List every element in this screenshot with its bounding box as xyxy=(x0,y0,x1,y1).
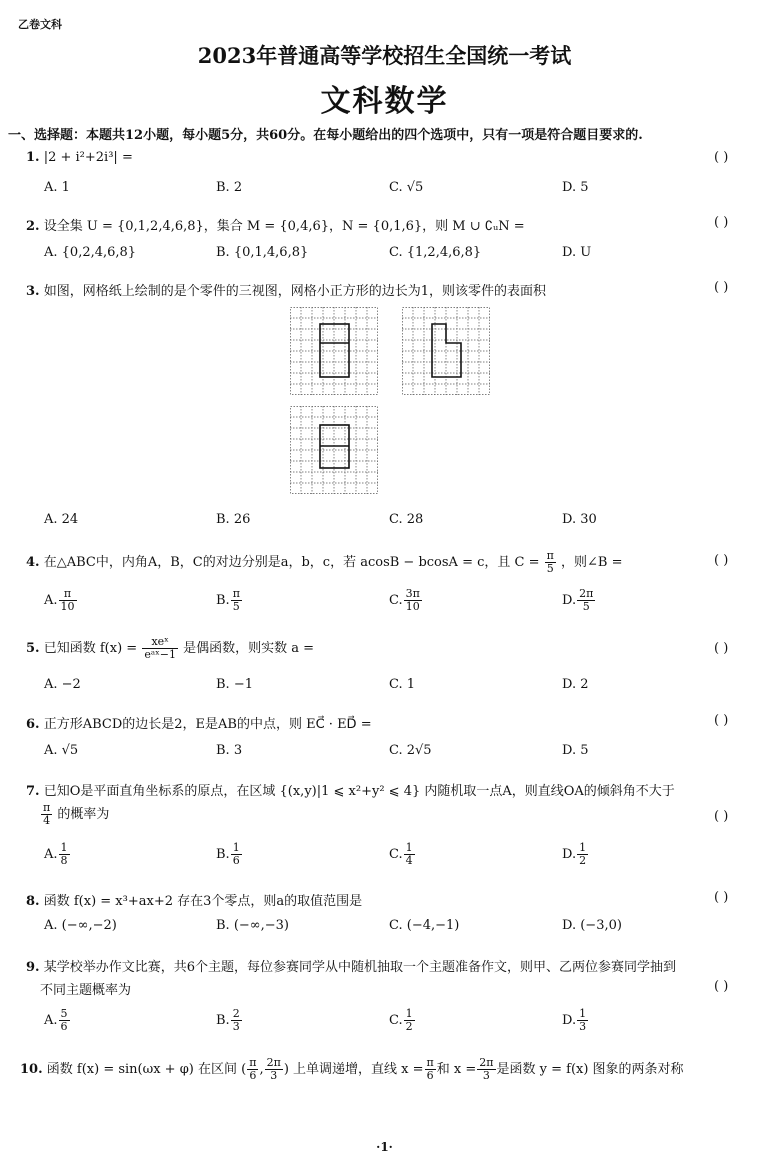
option-c: C. $\frac{1}{4}$ xyxy=(389,841,413,867)
question-number: 9. xyxy=(26,960,40,975)
option-b: B. (−∞,−3) xyxy=(216,918,289,933)
question-number: 4. xyxy=(26,555,40,570)
exam-subtitle: 文科数学 xyxy=(320,84,449,119)
option-a: A. (−∞,−2) xyxy=(44,918,117,933)
answer-paren: ( ) xyxy=(714,280,729,295)
option-d: D. 5 xyxy=(562,743,589,758)
question-9 xyxy=(26,956,676,975)
question-stem: 在△ABC中，内角A，B，C的对边分别是a，b，c，若 acosB − bcosA = c，且 C = xyxy=(43,555,540,570)
option-a: A. −2 xyxy=(44,677,81,692)
question-number: 1. xyxy=(26,150,40,165)
question-stem-end: 是偶函数，则实数 a = xyxy=(183,641,315,656)
question-4 xyxy=(26,550,623,575)
option-c: C. √5 xyxy=(389,180,424,195)
option-b: B. $\frac{\pi}{5}$ xyxy=(216,587,240,613)
option-b: B. $\frac{1}{6}$ xyxy=(216,841,240,867)
option-a: A. 24 xyxy=(44,512,79,527)
option-c: C. 1 xyxy=(389,677,416,692)
option-c: C. {1,2,4,6,8} xyxy=(389,245,482,260)
answer-paren: ( ) xyxy=(714,641,729,656)
option-a: A. 1 xyxy=(44,180,70,195)
question-number: 10. xyxy=(20,1062,43,1077)
option-b: B. 2 xyxy=(216,180,243,195)
fraction: $\frac{\text{xeˣ}}{\text{eᵃˣ−1}}$ xyxy=(144,635,176,661)
question-stem: 函数 f(x) = x³+ax+2 存在3个零点，则a的取值范围是 xyxy=(43,894,363,909)
option-c: C. $\frac{1}{2}$ xyxy=(389,1007,413,1033)
question-stem: 设全集 U = {0,1,2,4,6,8}，集合 M = {0,4,6}，N = {0,1,6}，则 M ∪ ∁ᵤN = xyxy=(43,219,525,234)
question-7 xyxy=(26,780,675,799)
option-d: D. (−3,0) xyxy=(562,918,622,933)
question-stem: 正方形ABCD的边长是2，E是AB的中点，则 EC⃗ · ED⃗ = xyxy=(43,717,372,732)
question-1 xyxy=(26,150,133,165)
question-stem: 某学校举办作文比赛，共6个主题，每位参赛同学从中随机抽取一个主题准备作文，则甲、乙两位参赛同学抽到 xyxy=(43,960,676,975)
question-5 xyxy=(26,636,314,661)
question-9-line-2: 不同主题概率为 xyxy=(40,983,132,998)
question-stem: |2 + i²+2i³| = xyxy=(43,150,133,165)
answer-paren: ( ) xyxy=(714,713,729,728)
question-stem: 已知函数 f(x) = xyxy=(43,641,138,656)
question-8 xyxy=(26,890,362,909)
side-view-figure xyxy=(402,307,490,395)
page-number: ·1· xyxy=(376,1140,393,1154)
option-d: D. $\frac{1}{2}$ xyxy=(562,841,587,867)
option-c: C. $\frac{3\pi}{10}$ xyxy=(389,587,420,613)
question-number: 3. xyxy=(26,284,40,299)
option-b: B. 26 xyxy=(216,512,251,527)
option-b: B. {0,1,4,6,8} xyxy=(216,245,309,260)
option-d: D. 30 xyxy=(562,512,597,527)
option-d: D. 5 xyxy=(562,180,589,195)
option-a: A. $\frac{5}{6}$ xyxy=(44,1007,68,1033)
option-c: C. (−4,−1) xyxy=(389,918,460,933)
question-3 xyxy=(26,280,546,299)
option-a: A. √5 xyxy=(44,743,79,758)
question-10: 10. 函数 f(x) = sin(ωx + φ) 在区间 ( $\frac{\pi}{6}$ , $\frac{2\pi}{3}$ ) 上单调递增，直线 x = $\frac{\pi}{6}$ 和 x = $\frac{2\pi}{3}$ 是函数 y = f(x) 图象的两条对称 xyxy=(20,1056,684,1082)
question-number: 6. xyxy=(26,717,40,732)
option-a: A. $\frac{\pi}{10}$ xyxy=(44,587,75,613)
question-7-line-2: $\frac{\pi}{4}$ 的概率为 xyxy=(43,801,110,827)
answer-paren: ( ) xyxy=(714,553,729,568)
fraction: $\frac{\pi}{5}$ xyxy=(546,549,554,575)
option-b: B. $\frac{2}{3}$ xyxy=(216,1007,240,1033)
answer-paren: ( ) xyxy=(714,150,729,165)
option-c: C. 28 xyxy=(389,512,424,527)
answer-paren: ( ) xyxy=(714,809,729,824)
question-number: 7. xyxy=(26,784,40,799)
option-d: D. $\frac{1}{3}$ xyxy=(562,1007,587,1033)
option-c: C. 2√5 xyxy=(389,743,432,758)
answer-paren: ( ) xyxy=(714,979,729,994)
option-d: D. U xyxy=(562,245,592,260)
question-number: 8. xyxy=(26,894,40,909)
question-stem: 已知O是平面直角坐标系的原点，在区域 {(x,y)|1 ⩽ x²+y² ⩽ 4} 内随机取一点A，则直线OA的倾斜角不大于 xyxy=(43,784,675,799)
option-a: A. {0,2,4,6,8} xyxy=(44,245,137,260)
exam-type-label: 乙卷文科 xyxy=(18,18,62,31)
option-b: B. 3 xyxy=(216,743,243,758)
question-number: 5. xyxy=(26,641,40,656)
option-d: D. $\frac{2\pi}{5}$ xyxy=(562,587,594,613)
question-stem: 如图，网格纸上绘制的是个零件的三视图，网格小正方形的边长为1，则该零件的表面积 xyxy=(43,284,546,299)
option-a: A. $\frac{1}{8}$ xyxy=(44,841,68,867)
question-stem-end: ，则∠B = xyxy=(561,555,623,570)
answer-paren: ( ) xyxy=(714,890,729,905)
option-b: B. −1 xyxy=(216,677,253,692)
section-heading: 一、选择题：本题共12小题，每小题5分，共60分。在每小题给出的四个选项中，只有一项是符合题目要求的. xyxy=(8,128,643,143)
answer-paren: ( ) xyxy=(714,215,729,230)
exam-title: 2023年普通高等学校招生全国统一考试 xyxy=(197,43,572,68)
option-d: D. 2 xyxy=(562,677,589,692)
question-6 xyxy=(26,713,372,732)
front-view-figure xyxy=(290,307,378,395)
top-view-figure xyxy=(290,406,378,494)
question-number: 2. xyxy=(26,219,40,234)
question-2 xyxy=(26,215,525,234)
